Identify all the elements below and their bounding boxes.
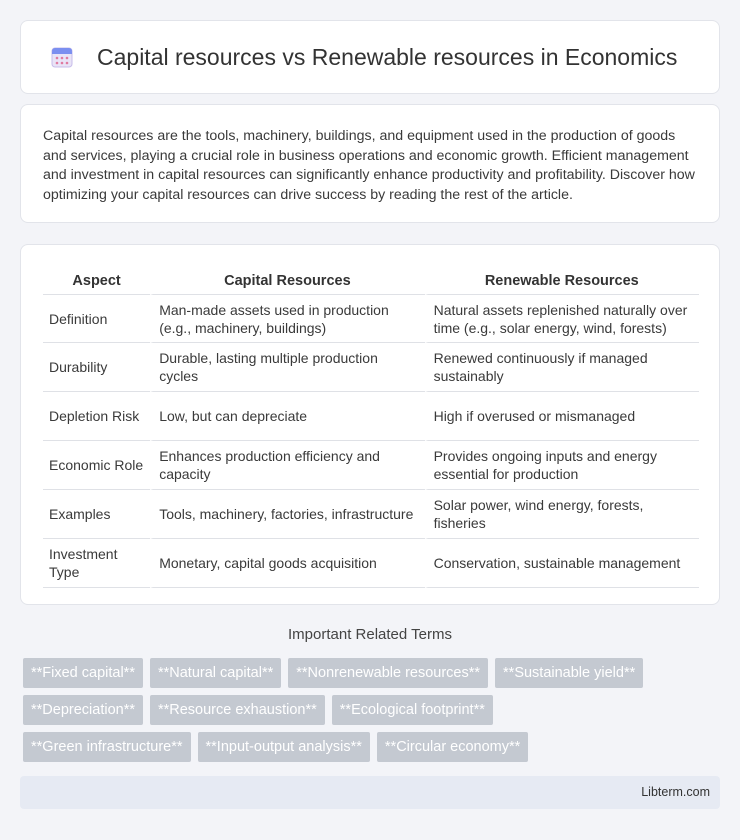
tag-circular-economy[interactable]: **Circular economy** bbox=[377, 732, 528, 762]
table-cell-renewable: Solar power, wind energy, forests, fisheries bbox=[425, 490, 699, 539]
column-header-renewable: Renewable Resources bbox=[484, 272, 639, 289]
table-cell-renewable: High if overused or mismanaged bbox=[425, 392, 699, 441]
tag-sustainable-yield[interactable]: **Sustainable yield** bbox=[495, 658, 643, 688]
footer-site-link[interactable]: Libterm.com bbox=[641, 785, 710, 799]
tag-input-output-analysis[interactable]: **Input-output analysis** bbox=[198, 732, 370, 762]
table-row bbox=[43, 343, 699, 392]
tag-row bbox=[23, 695, 723, 725]
table-cell-capital: Enhances production efficiency and capacity bbox=[150, 441, 424, 490]
table-cell-aspect: Economic Role bbox=[43, 441, 150, 490]
header-card bbox=[20, 20, 720, 94]
tag-fixed-capital[interactable]: **Fixed capital** bbox=[23, 658, 143, 688]
tag-nonrenewable-resources[interactable]: **Nonrenewable resources** bbox=[288, 658, 488, 688]
table-row bbox=[43, 441, 699, 490]
page-title: Capital resources vs Renewable resources in Economics bbox=[97, 43, 678, 70]
tag-depreciation[interactable]: **Depreciation** bbox=[23, 695, 143, 725]
table-cell-aspect: Investment Type bbox=[43, 539, 150, 588]
comparison-table-card bbox=[20, 244, 720, 605]
tag-green-infrastructure[interactable]: **Green infrastructure** bbox=[23, 732, 191, 762]
tag-natural-capital[interactable]: **Natural capital** bbox=[150, 658, 281, 688]
table-cell-capital: Monetary, capital goods acquisition bbox=[150, 539, 424, 588]
table-row bbox=[43, 392, 699, 441]
table-row bbox=[43, 294, 699, 343]
table-cell-aspect: Examples bbox=[43, 490, 150, 539]
intro-paragraph: Capital resources are the tools, machinery, buildings, and equipment used in the production of goods and services, playing a crucial role in business operations and economic growth. Efficient management and investment in capital resources can significantly enhance productivity and profitability. Discover how optimizing your capital resources can drive success by reading the rest of the article. bbox=[43, 128, 695, 203]
table-cell-capital: Durable, lasting multiple production cycles bbox=[150, 343, 424, 392]
footer bbox=[20, 776, 720, 809]
comparison-table bbox=[43, 267, 699, 588]
table-cell-capital: Low, but can depreciate bbox=[150, 392, 424, 441]
table-header-row bbox=[43, 267, 699, 294]
table-cell-capital: Tools, machinery, factories, infrastructure bbox=[150, 490, 424, 539]
table-cell-aspect: Depletion Risk bbox=[43, 392, 150, 441]
table-row bbox=[43, 539, 699, 588]
table-cell-aspect: Definition bbox=[43, 294, 150, 343]
table-row bbox=[43, 490, 699, 539]
table-cell-capital: Man-made assets used in production (e.g., machinery, buildings) bbox=[150, 294, 424, 343]
table-cell-renewable: Provides ongoing inputs and energy essential for production bbox=[425, 441, 699, 490]
column-header-aspect: Aspect bbox=[72, 272, 121, 289]
table-cell-renewable: Natural assets replenished naturally over time (e.g., solar energy, wind, forests) bbox=[425, 294, 699, 343]
table-cell-aspect: Durability bbox=[43, 343, 150, 392]
tag-row bbox=[23, 658, 723, 688]
tag-ecological-footprint[interactable]: **Ecological footprint** bbox=[332, 695, 493, 725]
tag-row bbox=[23, 732, 723, 762]
calendar-icon bbox=[49, 44, 75, 70]
related-terms-title: Important Related Terms bbox=[288, 626, 452, 643]
related-terms-tags bbox=[23, 658, 723, 769]
tag-resource-exhaustion[interactable]: **Resource exhaustion** bbox=[150, 695, 325, 725]
table-cell-renewable: Conservation, sustainable management bbox=[425, 539, 699, 588]
table-cell-renewable: Renewed continuously if managed sustainably bbox=[425, 343, 699, 392]
column-header-capital: Capital Resources bbox=[224, 272, 351, 289]
intro-card bbox=[20, 104, 720, 223]
